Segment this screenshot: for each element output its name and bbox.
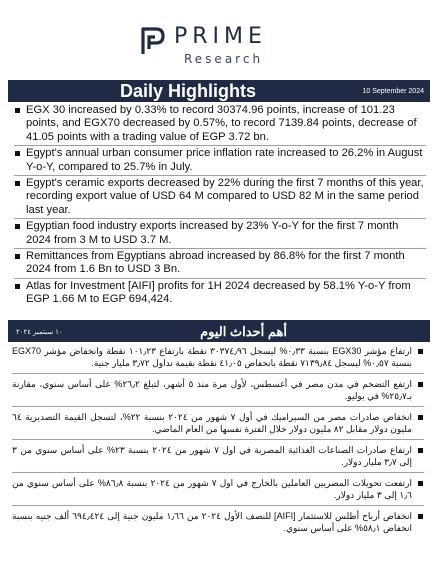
- list-item: Atlas for Investment [AIFI] profits for 1H 2024 decreased by 58.1% Y-o-Y from EGP 1.66 M to EGP 694,424.: [14, 280, 426, 308]
- list-item: ارتفاع مؤشر EGX30 بنسبة ٠٫٣٣% ليسجل ٣٠٣٧٤٫٩٦ نقطة بارتفاع ١٠١٫٢٣ نقطة وانخفاض مؤشر EGX70 بنسبة ٠٫٥٧% ليسجل ٧١٣٩٫٨٤ نقطة بانخفاض ٤١٫٠٥ نقطة بقيمة تداول ٣٫٧٢ مليار جنية.: [12, 345, 424, 374]
- arabic-items-list: [8, 342, 430, 538]
- arabic-highlights: [8, 320, 430, 579]
- arabic-title-bar: [8, 320, 430, 342]
- brand-name: PRIME: [174, 24, 267, 49]
- english-highlights: [8, 80, 430, 308]
- list-item: Egypt's ceramic exports decreased by 22% during the first 7 months of this year, recording export value of USD 64 M compared to USD 82 M in the same period last year.: [14, 177, 426, 219]
- arabic-title: أهم أحداث اليوم: [200, 324, 287, 339]
- list-item: EGX 30 increased by 0.33% to record 30374.96 points, increase of 101.23 points, and EGX70 decreased by 0.57%, to record 7139.84 points, decrease of 41.05 points with a trading value of EGP 3.72 bn.: [14, 104, 426, 146]
- list-item: Egypt's annual urban consumer price inflation rate increased to 26.2% in August Y-o-Y, compared to 25.7% in July.: [14, 147, 426, 176]
- list-item: Remittances from Egyptians abroad increased by 86.8% for the first 7 month 2024 from 1.6 Bn to USD 3 Bn.: [14, 250, 426, 279]
- list-item: ارتفعت تحويلات المصريين العاملين بالخارج في اول ٧ شهور من ٢٠٢٤ بنسبة ٨٦٫٨% على أساس سنوي من ١٫٦ إلى ٣ مليار دولار.: [12, 477, 424, 506]
- list-item: انخفاض صادرات مصر من السيراميك في أول ٧ شهور من ٢٠٢٤ بنسبة ٢٢%، لتسجل القيمة التصديرية ٦٤ مليون دولار مقابل ٨٢ مليون دولار خلال الفترة نفسها من العام الماضي.: [12, 411, 424, 440]
- prime-research-logo: [140, 22, 300, 72]
- list-item: ارتفاع صادرات الصناعات الغذائية المصرية في اول ٧ شهور من ٢٠٢٤ بنسبة ٢٣% على أساس سنوي من ٣ إلى ٣٫٧ مليار دولار.: [12, 444, 424, 473]
- english-title: Daily Highlights: [120, 81, 257, 101]
- english-title-bar: [8, 80, 430, 102]
- list-item: ارتفع التضخم في مدن مصر في أغسطس، لأول مرة منذ ٥ أشهر، لتبلغ ٢٦٫٢% على أساس سنوي، مقارنة بـ٢٥٫٧% في يوليو.: [12, 378, 424, 407]
- prime-logo-icon: [140, 26, 166, 56]
- english-date: 10 September 2024: [362, 88, 424, 95]
- report-header: [0, 0, 438, 80]
- section-divider: [8, 308, 430, 320]
- list-item: انخفاض أرباح أطلس للاستثمار [AIFI] للنصف الأول ٢٠٢٤ من ١٫٦٦ مليون جنية إلى ٦٩٤٫٤٢٤ ألف جنيه بنسبة انخفاض ٥٨٫١% على أساس سنوي.: [12, 510, 424, 538]
- english-items-list: [8, 102, 430, 308]
- brand-subtitle: Research: [184, 52, 264, 66]
- list-item: Egyptian food industry exports increased by 23% Y-o-Y for the first 7 month 2024 from 3 M to USD 3.7 M.: [14, 220, 426, 249]
- arabic-date: ١٠ سبتمبر ٢٠٢٤: [16, 329, 63, 336]
